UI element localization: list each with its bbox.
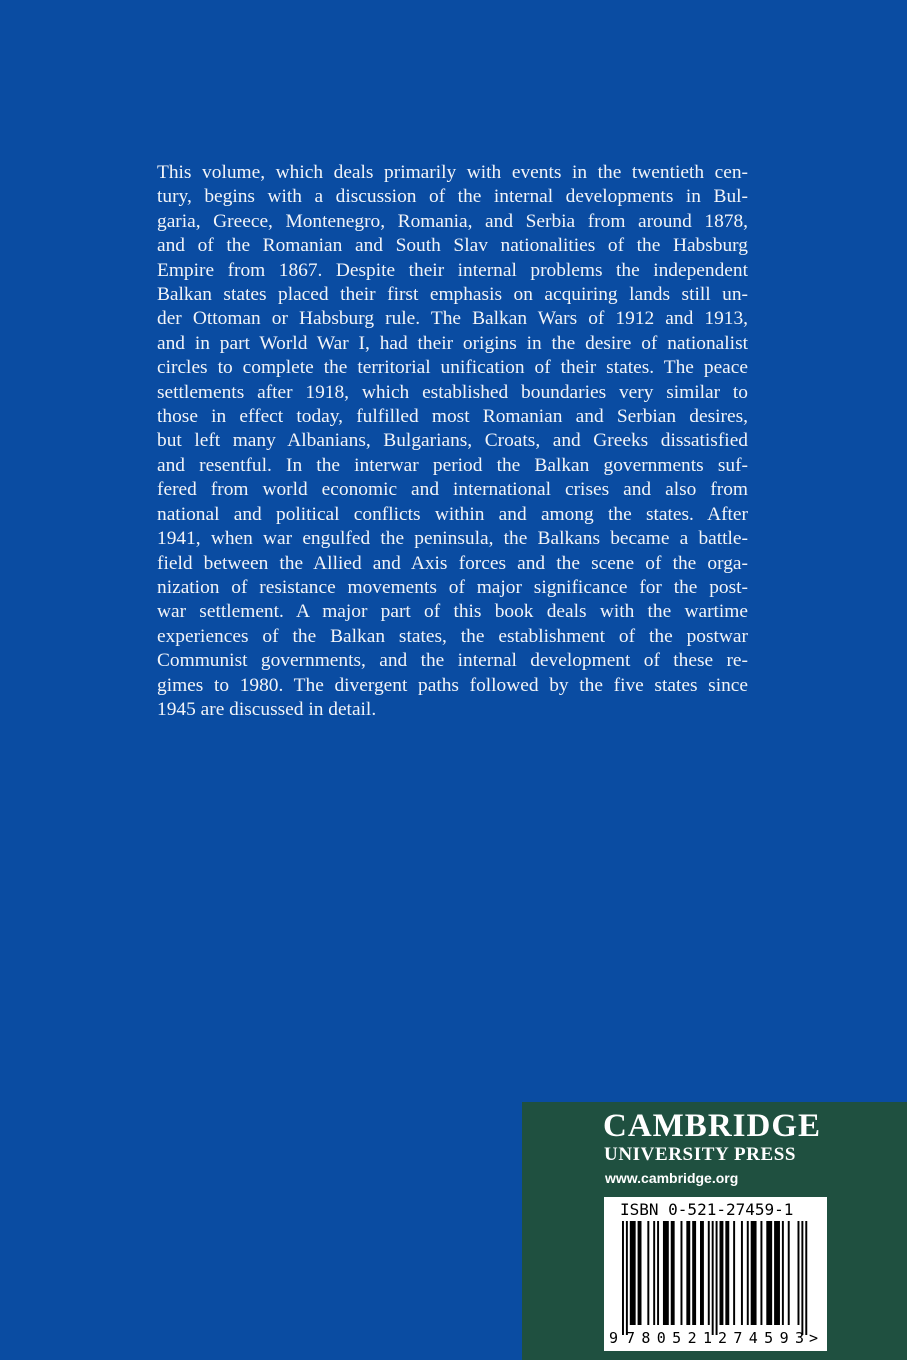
- blurb-line: Communist governments, and the internal development of these re-: [157, 650, 748, 672]
- barcode: [604, 1197, 827, 1351]
- barcode-guard-bar: [622, 1221, 624, 1335]
- barcode-lead-digit: 9: [609, 1329, 619, 1347]
- barcode-bar: [630, 1221, 636, 1325]
- blurb-line: der Ottoman or Habsburg rule. The Balkan Wars of 1912 and 1913,: [157, 308, 748, 330]
- blurb-line: fered from world economic and international crises and also from: [157, 479, 748, 501]
- blurb-line: and of the Romanian and South Slav nationalities of the Habsburg: [157, 235, 748, 257]
- blurb-line: and in part World War I, had their origins in the desire of nationalist: [157, 332, 748, 354]
- barcode-bar: [720, 1221, 724, 1325]
- publisher-name: CAMBRIDGE: [603, 1108, 822, 1144]
- blurb-line: 1941, when war engulfed the peninsula, the Balkans became a battle-: [157, 528, 748, 550]
- barcode-bar: [708, 1221, 710, 1325]
- barcode-bars: [622, 1221, 807, 1335]
- blurb-line: gimes to 1980. The divergent paths followed by the five states since: [157, 674, 748, 696]
- barcode-bar: [747, 1221, 749, 1325]
- barcode-bar: [774, 1221, 780, 1325]
- blurb-line: Empire from 1867. Despite their internal problems the independent: [157, 259, 748, 281]
- barcode-left-digits: 780521: [626, 1329, 712, 1347]
- blurb-line: circles to complete the territorial unification of their states. The peace: [157, 357, 748, 379]
- barcode-bar: [741, 1221, 743, 1325]
- barcode-guard-bar: [626, 1221, 628, 1335]
- barcode-bar: [671, 1221, 675, 1325]
- barcode-bar: [788, 1221, 790, 1325]
- barcode-bar: [686, 1221, 690, 1325]
- blurb-line: nization of resistance movements of major significance for the post-: [157, 576, 748, 598]
- blurb-line: national and political conflicts within and among the states. After: [157, 503, 748, 525]
- barcode-bar: [733, 1221, 735, 1325]
- barcode-bar: [766, 1221, 772, 1325]
- barcode-guard-bar: [712, 1221, 714, 1335]
- barcode-bar: [681, 1221, 683, 1325]
- barcode-bar: [638, 1221, 642, 1325]
- barcode-right-digits: 274593: [718, 1329, 804, 1347]
- barcode-bar: [653, 1221, 655, 1325]
- back-cover-blurb: [157, 161, 748, 722]
- publisher-panel: [522, 1102, 907, 1360]
- barcode-bar: [692, 1221, 696, 1325]
- blurb-line: those in effect today, fulfilled most Romanian and Serbian desires,: [157, 406, 748, 428]
- publisher-subtitle: UNIVERSITY PRESS: [604, 1144, 797, 1165]
- barcode-bar: [751, 1221, 757, 1325]
- barcode-guard-bar: [716, 1221, 718, 1335]
- barcode-bar: [798, 1221, 800, 1325]
- blurb-line: and resentful. In the interwar period the Balkan governments suf-: [157, 454, 748, 476]
- blurb-line: war settlement. A major part of this book deals with the wartime: [157, 601, 748, 623]
- blurb-line: tury, begins with a discussion of the internal developments in Bul-: [157, 186, 748, 208]
- blurb-line: experiences of the Balkan states, the establishment of the postwar: [157, 625, 748, 647]
- barcode-box: [604, 1197, 827, 1351]
- barcode-bar: [657, 1221, 659, 1325]
- blurb-line: Balkan states placed their first emphasis on acquiring lands still un-: [157, 284, 748, 306]
- barcode-bar: [647, 1221, 649, 1325]
- barcode-guard-bar: [805, 1221, 807, 1335]
- barcode-bar: [782, 1221, 784, 1325]
- barcode-quiet-zone-mark: >: [809, 1329, 819, 1347]
- barcode-guard-bar: [801, 1221, 803, 1335]
- blurb-line: but left many Albanians, Bulgarians, Croats, and Greeks dissatisfied: [157, 430, 748, 452]
- blurb-line: 1945 are discussed in detail.: [157, 698, 377, 720]
- blurb-line: This volume, which deals primarily with events in the twentieth cen-: [157, 162, 748, 183]
- blurb-line: field between the Allied and Axis forces and the scene of the orga-: [157, 552, 748, 574]
- blurb-line: garia, Greece, Montenegro, Romania, and Serbia from around 1878,: [157, 210, 748, 232]
- barcode-bar: [725, 1221, 729, 1325]
- barcode-bar: [700, 1221, 704, 1325]
- barcode-bar: [663, 1221, 669, 1325]
- blurb-line: settlements after 1918, which established boundaries very similar to: [157, 381, 748, 403]
- publisher-url: www.cambridge.org: [605, 1170, 739, 1186]
- barcode-bar: [760, 1221, 762, 1325]
- isbn-label: ISBN 0-521-27459-1: [620, 1200, 794, 1219]
